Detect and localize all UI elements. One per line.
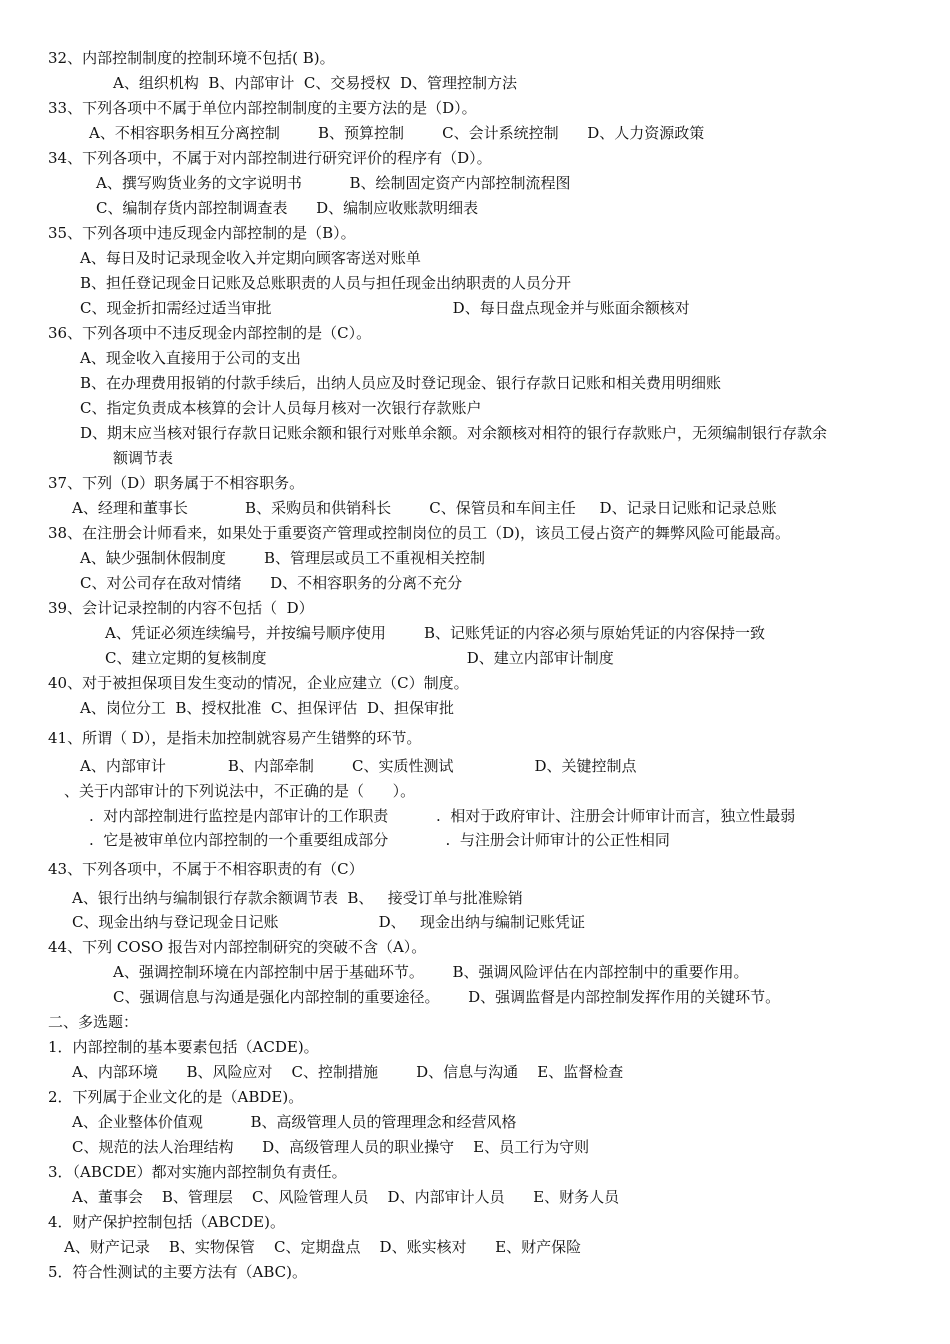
multi-question-1: 1．内部控制的基本要素包括（ACDE)。	[48, 1038, 319, 1056]
section-heading: 二、多选题：	[48, 1013, 139, 1031]
multi-options-3: A、董事会 B、管理层 C、风险管理人员 D、内部审计人员 E、财务人员	[72, 1188, 620, 1206]
option-35-a: A、每日及时记录现金收入并定期向顾客寄送对账单	[80, 249, 421, 267]
question-35: 35、下列各项中违反现金内部控制的是（B）。	[48, 224, 356, 242]
question-32: 32、内部控制制度的控制环境不包括( B)。	[48, 49, 335, 67]
options-38-cd: C、对公司存在敌对情绪 D、不相容职务的分离不充分	[80, 574, 463, 592]
option-35-b: B、担任登记现金日记账及总账职责的人员与担任现金出纳职责的人员分开	[80, 274, 572, 292]
options-44-ab: A、强调控制环境在内部控制中居于基础环节。 B、强调风险评估在内部控制中的重要作用。	[113, 963, 749, 981]
option-36-d-cont: 额调节表	[113, 449, 174, 467]
options-43-ab: A、银行出纳与编制银行存款余额调节表 B、 接受订单与批准赊销	[72, 889, 523, 907]
multi-options-2-ab: A、企业整体价值观 B、高级管理人员的管理理念和经营风格	[72, 1113, 517, 1131]
multi-options-2-cde: C、规范的法人治理结构 D、高级管理人员的职业操守 E、员工行为守则	[72, 1138, 590, 1156]
multi-question-4: 4．财产保护控制包括（ABCDE)。	[48, 1213, 285, 1231]
question-33: 33、下列各项中不属于单位内部控制制度的主要方法的是（D）。	[48, 99, 477, 117]
options-42-cd: . 它是被审单位内部控制的一个重要组成部分 . 与注册会计师审计的公正性相同	[89, 831, 670, 849]
options-33: A、不相容职务相互分离控制 B、预算控制 C、会计系统控制 D、人力资源政策	[89, 124, 705, 142]
options-38-ab: A、缺少强制休假制度 B、管理层或员工不重视相关控制	[80, 549, 486, 567]
option-36-b: B、在办理费用报销的付款手续后，出纳人员应及时登记现金、银行存款日记账和相关费用明细账	[80, 374, 722, 392]
option-36-d: D、期末应当核对银行存款日记账余额和银行对账单余额。对余额核对相符的银行存款账户，无须编制银行存款余	[80, 424, 828, 442]
question-38: 38、在注册会计师看来，如果处于重要资产管理或控制岗位的员工（D)，该员工侵占资产的舞弊风险可能最高。	[48, 524, 790, 542]
question-40: 40、对于被担保项目发生变动的情况，企业应建立（C）制度。	[48, 674, 469, 692]
question-39: 39、会计记录控制的内容不包括（ D）	[48, 599, 314, 617]
multi-question-5: 5．符合性测试的主要方法有（ABC)。	[48, 1263, 308, 1281]
multi-options-4: A、财产记录 B、实物保管 C、定期盘点 D、账实核对 E、财产保险	[64, 1238, 582, 1256]
options-37: A、经理和董事长 B、采购员和供销科长 C、保管员和车间主任 D、记录日记账和记录总账	[72, 499, 777, 517]
options-39-ab: A、凭证必须连续编号，并按编号顺序使用 B、记账凭证的内容必须与原始凭证的内容保持一致	[105, 624, 766, 642]
question-42: 、关于内部审计的下列说法中，不正确的是（ ）。	[64, 782, 416, 800]
multi-question-2: 2．下列属于企业文化的是（ABDE)。	[48, 1088, 304, 1106]
options-40: A、岗位分工 B、授权批准 C、担保评估 D、担保审批	[80, 699, 454, 717]
options-44-cd: C、强调信息与沟通是强化内部控制的重要途径。 D、强调监督是内部控制发挥作用的关键环节。	[113, 988, 781, 1006]
options-42-ab: . 对内部控制进行监控是内部审计的工作职责 . 相对于政府审计、注册会计师审计而言，独立性最弱	[89, 807, 796, 825]
options-34-cd: C、编制存货内部控制调查表 D、编制应收账款明细表	[96, 199, 479, 217]
question-34: 34、下列各项中，不属于对内部控制进行研究评价的程序有（D）。	[48, 149, 492, 167]
multi-options-1: A、内部环境 B、风险应对 C、控制措施 D、信息与沟通 E、监督检查	[72, 1063, 624, 1081]
question-44: 44、下列 COSO 报告对内部控制研究的突破不含（A）。	[48, 938, 427, 956]
options-32: A、组织机构 B、内部审计 C、交易授权 D、管理控制方法	[113, 74, 517, 92]
options-43-cd: C、现金出纳与登记现金日记账 D、 现金出纳与编制记账凭证	[72, 913, 585, 931]
question-43: 43、下列各项中，不属于不相容职责的有（C）	[48, 860, 364, 878]
question-37: 37、下列（D）职务属于不相容职务。	[48, 474, 305, 492]
option-36-a: A、现金收入直接用于公司的支出	[80, 349, 301, 367]
options-34-ab: A、撰写购货业务的文字说明书 B、绘制固定资产内部控制流程图	[96, 174, 571, 192]
question-36: 36、下列各项中不违反现金内部控制的是（C）。	[48, 324, 372, 342]
options-39-cd: C、建立定期的复核制度 D、建立内部审计制度	[105, 649, 614, 667]
options-35-cd: C、现金折扣需经过适当审批 D、每日盘点现金并与账面余额核对	[80, 299, 690, 317]
multi-question-3: 3．（ABCDE）都对实施内部控制负有责任。	[48, 1163, 347, 1181]
question-41: 41、所谓（ D），是指未加控制就容易产生错弊的环节。	[48, 729, 422, 747]
option-36-c: C、指定负责成本核算的会计人员每月核对一次银行存款账户	[80, 399, 482, 417]
options-41: A、内部审计 B、内部牵制 C、实质性测试 D、关键控制点	[80, 757, 637, 775]
